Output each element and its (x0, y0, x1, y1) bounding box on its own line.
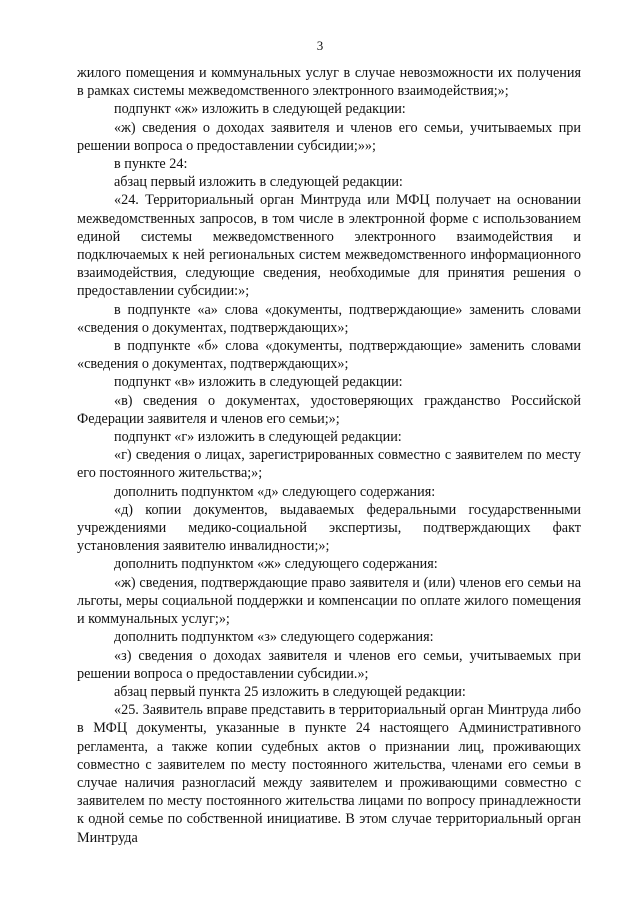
paragraph: в подпункте «б» слова «документы, подтверждающие» заменить словами «сведения о документах, подтверждающих»; (77, 338, 581, 373)
paragraph: дополнить подпунктом «з» следующего содержания: (114, 629, 434, 646)
paragraph: «24. Территориальный орган Минтруда или МФЦ получает на основании межведомственных запросов, в том числе в электронной форме с использованием единой системы межведомственного электронного взаимодействия и подключаемых к ней региональных систем межведомственного информационного взаимодействия, следующие сведения, необходимые для принятия решения о предоставлении субсидии:»; (77, 192, 581, 300)
paragraph: «25. Заявитель вправе представить в территориальный орган Минтруда либо в МФЦ документы, указанные в пункте 24 настоящего Административного регламента, а также копии судебных актов о признании лиц, проживающих совместно с заявителем по месту постоянного жительства, членами его семьи в случае наличия разногласий между заявителем и проживающими совместно с заявителем по месту постоянного жительства лицами по вопросу принадлежности к одной семье по собственной инициативе. В этом случае территориальный орган Минтруда (77, 702, 581, 846)
paragraph: подпункт «г» изложить в следующей редакции: (114, 429, 402, 446)
paragraph: в пункте 24: (114, 156, 188, 173)
paragraph: дополнить подпунктом «ж» следующего содержания: (114, 556, 438, 573)
paragraph: «з) сведения о доходах заявителя и членов его семьи, учитываемых при решении вопроса о предоставлении субсидии.»; (77, 647, 581, 682)
paragraph: дополнить подпунктом «д» следующего содержания: (114, 483, 436, 500)
paragraph: «д) копии документов, выдаваемых федеральными государственными учреждениями медико-социальной экспертизы, подтверждающих факт установления заявителю инвалидности;»; (77, 501, 581, 555)
page-number: 3 (316, 38, 324, 53)
paragraph: в подпункте «а» слова «документы, подтверждающие» заменить словами «сведения о документах, подтверждающих»; (77, 301, 581, 336)
paragraph: «ж) сведения, подтверждающие право заявителя и (или) членов его семьи на льготы, меры социальной поддержки и компенсации по оплате жилого помещения и коммунальных услуг;»; (77, 574, 581, 628)
document-body (77, 64, 581, 847)
paragraph: подпункт «в» изложить в следующей редакции: (114, 374, 403, 391)
paragraph: подпункт «ж» изложить в следующей редакции: (114, 101, 406, 118)
paragraph: «ж) сведения о доходах заявителя и членов его семьи, учитываемых при решении вопроса о предоставлении субсидии;»»; (77, 119, 581, 154)
paragraph: «в) сведения о документах, удостоверяющих гражданство Российской Федерации заявителя и членов его семьи;»; (77, 392, 581, 427)
paragraph: абзац первый изложить в следующей редакции: (114, 174, 403, 191)
paragraph: «г) сведения о лицах, зарегистрированных совместно с заявителем по месту его постоянного жительства;»; (77, 447, 581, 482)
paragraph: абзац первый пункта 25 изложить в следующей редакции: (114, 683, 466, 700)
paragraph: жилого помещения и коммунальных услуг в случае невозможности их получения в рамках системы межведомственного электронного взаимодействия;»; (77, 65, 581, 100)
